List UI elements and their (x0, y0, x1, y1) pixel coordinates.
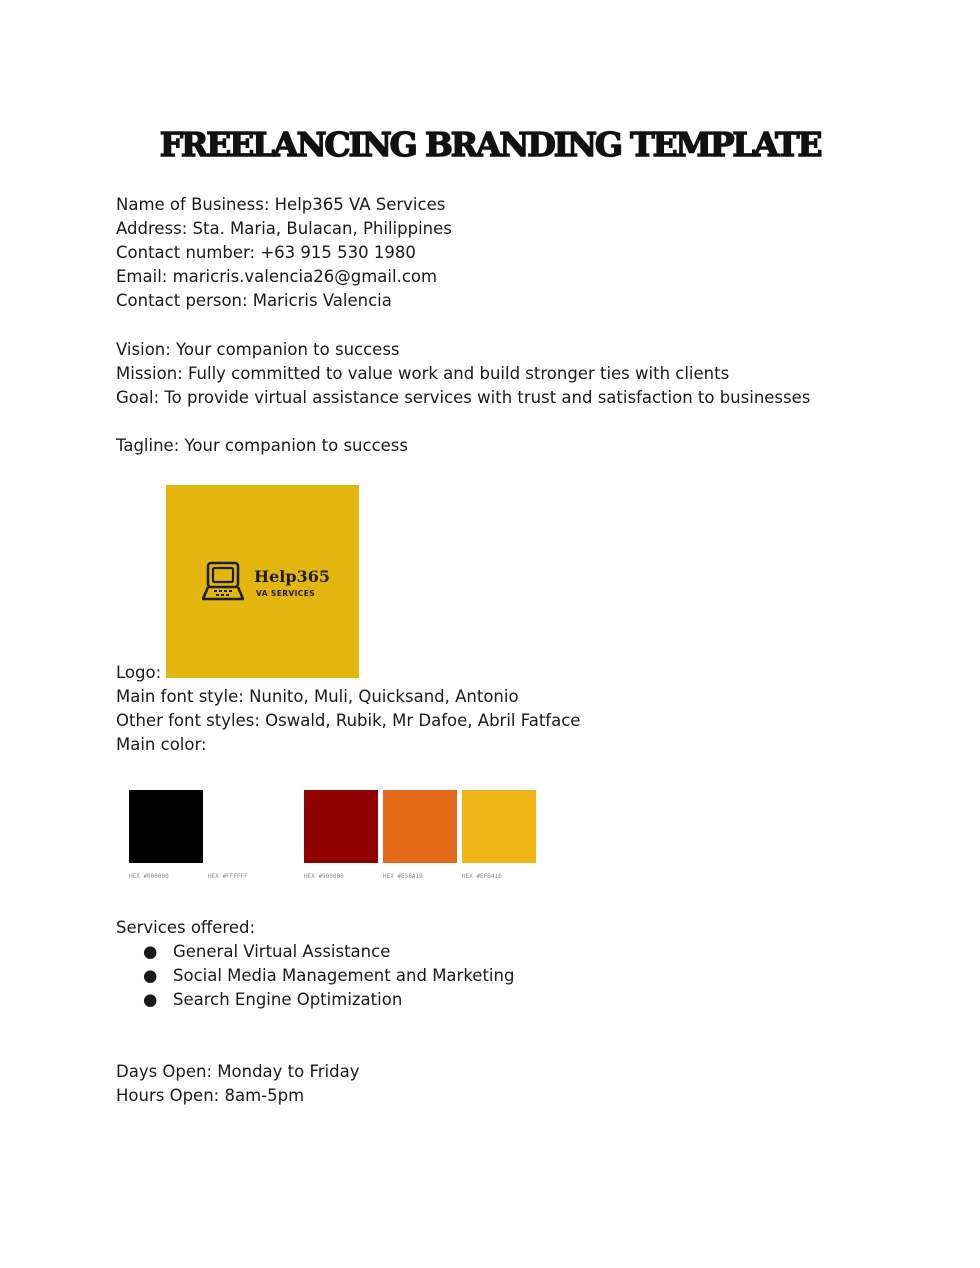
mission-statement: Mission: Fully committed to value work and build stronger ties with clients (116, 364, 730, 383)
main-font-style: Main font style: Nunito, Muli, Quicksand, Antonio (116, 687, 519, 706)
services-label: Services offered: (116, 918, 256, 937)
hex-label-dark-red: HEX #900000 (304, 873, 344, 880)
contact-email: Email: maricris.valencia26@gmail.com (116, 267, 438, 286)
color-swatch-black (129, 790, 203, 863)
hex-label-white: HEX #FFFFFF (208, 873, 248, 880)
contact-number: Contact number: +63 915 530 1980 (116, 243, 416, 262)
hex-label-yellow: HEX #EFB416 (462, 873, 502, 880)
other-font-styles: Other font styles: Oswald, Rubik, Mr Dafoe, Abril Fatface (116, 711, 581, 730)
vision-statement: Vision: Your companion to success (116, 340, 400, 359)
business-name: Name of Business: Help365 VA Services (116, 195, 446, 214)
document-title: FREELANCING BRANDING TEMPLATE (159, 125, 821, 164)
bullet-icon: ● (143, 990, 158, 1009)
service-item: Search Engine Optimization (173, 990, 403, 1009)
service-item: Social Media Management and Marketing (173, 966, 515, 985)
color-swatch-yellow (462, 790, 536, 863)
hex-label-orange: HEX #E56A19 (383, 873, 423, 880)
color-swatch-white (208, 790, 282, 863)
logo-brand-name: Help365 (254, 567, 330, 586)
color-swatch-dark-red (304, 790, 378, 863)
logo-image (166, 485, 359, 678)
laptop-icon (202, 561, 246, 603)
tagline: Tagline: Your companion to success (116, 436, 408, 455)
hours-open: Hours Open: 8am-5pm (116, 1086, 305, 1105)
service-item: General Virtual Assistance (173, 942, 391, 961)
goal-statement: Goal: To provide virtual assistance services with trust and satisfaction to businesses (116, 388, 811, 407)
bullet-icon: ● (143, 942, 158, 961)
business-address: Address: Sta. Maria, Bulacan, Philippines (116, 219, 452, 238)
hex-label-black: HEX #000000 (129, 873, 169, 880)
contact-person: Contact person: Maricris Valencia (116, 291, 392, 310)
color-swatch-orange (383, 790, 457, 863)
bullet-icon: ● (143, 966, 158, 985)
days-open: Days Open: Monday to Friday (116, 1062, 360, 1081)
logo-label: Logo: (116, 663, 162, 682)
main-color-label: Main color: (116, 735, 207, 754)
logo-brand-subtitle: VA SERVICES (256, 589, 316, 598)
